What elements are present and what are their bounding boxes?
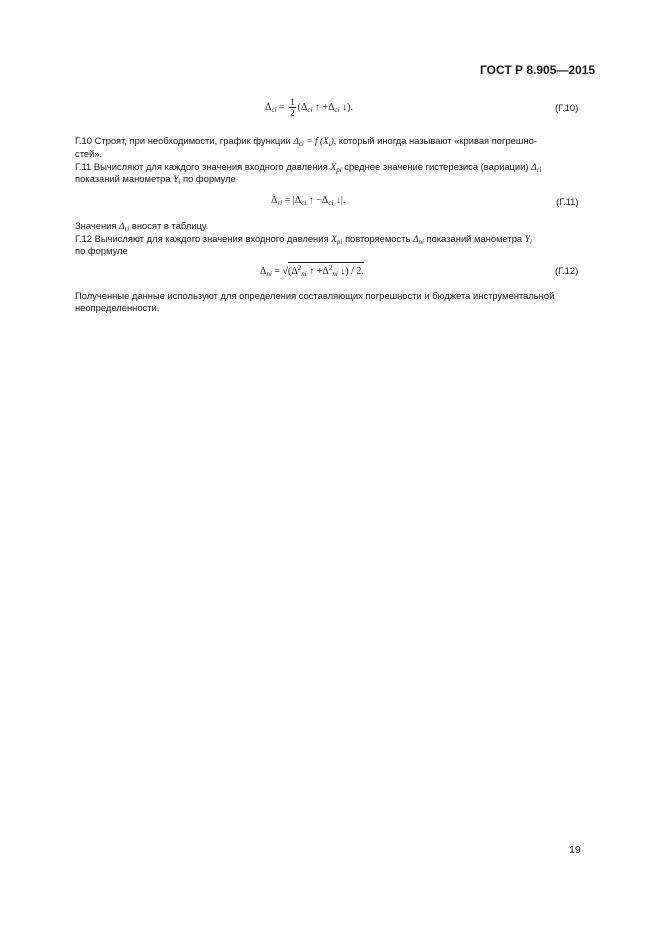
formula-term: ↑ +Δ bbox=[306, 266, 329, 277]
page-number: 19 bbox=[569, 844, 581, 856]
formula-symbol: Δ bbox=[531, 163, 537, 173]
paragraph-g11-line2 bbox=[75, 173, 236, 189]
paragraph-text: среднее значение гистерезиса (вариации) bbox=[344, 161, 529, 172]
formula-subscript: i bbox=[328, 140, 331, 148]
inline-formula bbox=[293, 137, 336, 147]
formula-symbol: Δ bbox=[412, 235, 419, 245]
formula-symbol: Δ bbox=[119, 222, 125, 232]
formula-equals: = bbox=[279, 101, 285, 113]
formula-term: = f (X bbox=[303, 137, 329, 147]
formula-subscript: pi bbox=[336, 238, 343, 246]
paragraph-text: который иногда называют «кривая погрешно- bbox=[338, 135, 537, 146]
inline-formula bbox=[330, 163, 341, 173]
formula-equals: = bbox=[284, 195, 291, 206]
paragraph-text: Значения bbox=[75, 220, 117, 231]
paragraph-text: Г.11 Вычисляют для каждого значения входного давления bbox=[75, 161, 328, 172]
formula-subscript: i bbox=[529, 238, 532, 246]
paragraph-final-line1: Полученные данные используют для определения составляющих погрешности и бюджета инструментальной bbox=[75, 290, 555, 301]
fraction-denominator: 2 bbox=[290, 108, 295, 118]
equation-number-g11: (Г.11) bbox=[556, 196, 579, 207]
formula-symbol: Δ bbox=[293, 137, 299, 147]
formula-g12 bbox=[260, 262, 364, 278]
standard-header: ГОСТ Р 8.905—2015 bbox=[480, 63, 596, 77]
formula-term: ↑ +Δ bbox=[312, 101, 335, 113]
paragraph-final-line2: неопределенности. bbox=[75, 302, 160, 313]
formula-symbol: X bbox=[330, 163, 337, 173]
formula-symbol: Δ bbox=[260, 266, 267, 277]
paragraph-text: Г.12 Вычисляют для каждого значения входного давления bbox=[75, 233, 329, 244]
paragraph-text: вносят в таблицу. bbox=[131, 220, 209, 231]
formula-subscript: ri bbox=[124, 225, 130, 233]
formula-symbol: X bbox=[331, 235, 337, 245]
formula-g11 bbox=[271, 195, 345, 207]
paragraph-text: повторяемость bbox=[344, 233, 411, 244]
formula-symbol: Y bbox=[524, 235, 530, 245]
formula-subscript: ni bbox=[418, 238, 424, 246]
fraction bbox=[289, 97, 296, 118]
formula-term: ↑ −Δ bbox=[306, 195, 329, 206]
formula-subscript: ci bbox=[334, 105, 340, 114]
formula-subscript: ri bbox=[277, 199, 283, 207]
inline-formula bbox=[413, 235, 424, 245]
formula-symbol: Δ bbox=[271, 195, 278, 206]
formula-subscript: ci bbox=[328, 199, 334, 207]
paragraph-text: Г.10 Строят, при необходимости, график функции bbox=[75, 135, 291, 146]
formula-superscript: 2 bbox=[328, 264, 333, 272]
formula-subscript: ci bbox=[271, 105, 277, 114]
inline-formula bbox=[331, 235, 342, 245]
formula-term: (Δ bbox=[288, 266, 298, 277]
sqrt-sign: √ bbox=[282, 266, 289, 277]
inline-formula bbox=[173, 175, 180, 185]
paragraph-g10-line1 bbox=[75, 135, 537, 151]
paragraph-text: по формуле bbox=[183, 173, 236, 184]
paragraph-g12-line1 bbox=[75, 233, 532, 249]
paragraph-text: показаний манометра bbox=[75, 173, 171, 184]
formula-term: ↓|. bbox=[333, 195, 346, 206]
inline-formula bbox=[525, 235, 532, 245]
formula-subscript: ni bbox=[266, 270, 272, 278]
inline-formula bbox=[119, 222, 129, 232]
formula-term: ↓) / 2. bbox=[337, 266, 364, 277]
formula-term: (Δ bbox=[297, 101, 308, 113]
formula-superscript: 2 bbox=[297, 264, 302, 272]
formula-equals: = bbox=[274, 266, 281, 277]
formula-subscript: pi bbox=[336, 166, 342, 174]
formula-subscript: ci bbox=[307, 105, 313, 114]
formula-term: ), bbox=[330, 137, 337, 147]
formula-subscript: ri bbox=[536, 166, 542, 174]
paragraph-g12-line2: по формуле bbox=[75, 245, 128, 256]
formula-symbol: Δ bbox=[265, 101, 272, 113]
fraction-numerator: 1 bbox=[290, 97, 295, 107]
formula-subscript: ci bbox=[301, 199, 307, 207]
paragraph-text: показаний манометра bbox=[426, 233, 523, 244]
formula-term: ↓). bbox=[339, 101, 353, 113]
formula-subscript: i bbox=[178, 178, 181, 186]
formula-symbol: Y bbox=[173, 175, 179, 185]
formula-subscript: ni bbox=[301, 270, 307, 278]
formula-term: |Δ bbox=[292, 195, 302, 206]
paragraph-g10-line2: стей». bbox=[75, 148, 103, 159]
inline-formula bbox=[531, 163, 541, 173]
formula-subscript: ci bbox=[298, 140, 304, 148]
equation-number-g12: (Г.12) bbox=[555, 265, 579, 276]
formula-g10 bbox=[265, 97, 353, 118]
formula-subscript: ni bbox=[332, 270, 338, 278]
equation-number-g10: (Г.10) bbox=[555, 102, 579, 113]
sqrt-radicand bbox=[288, 262, 364, 278]
